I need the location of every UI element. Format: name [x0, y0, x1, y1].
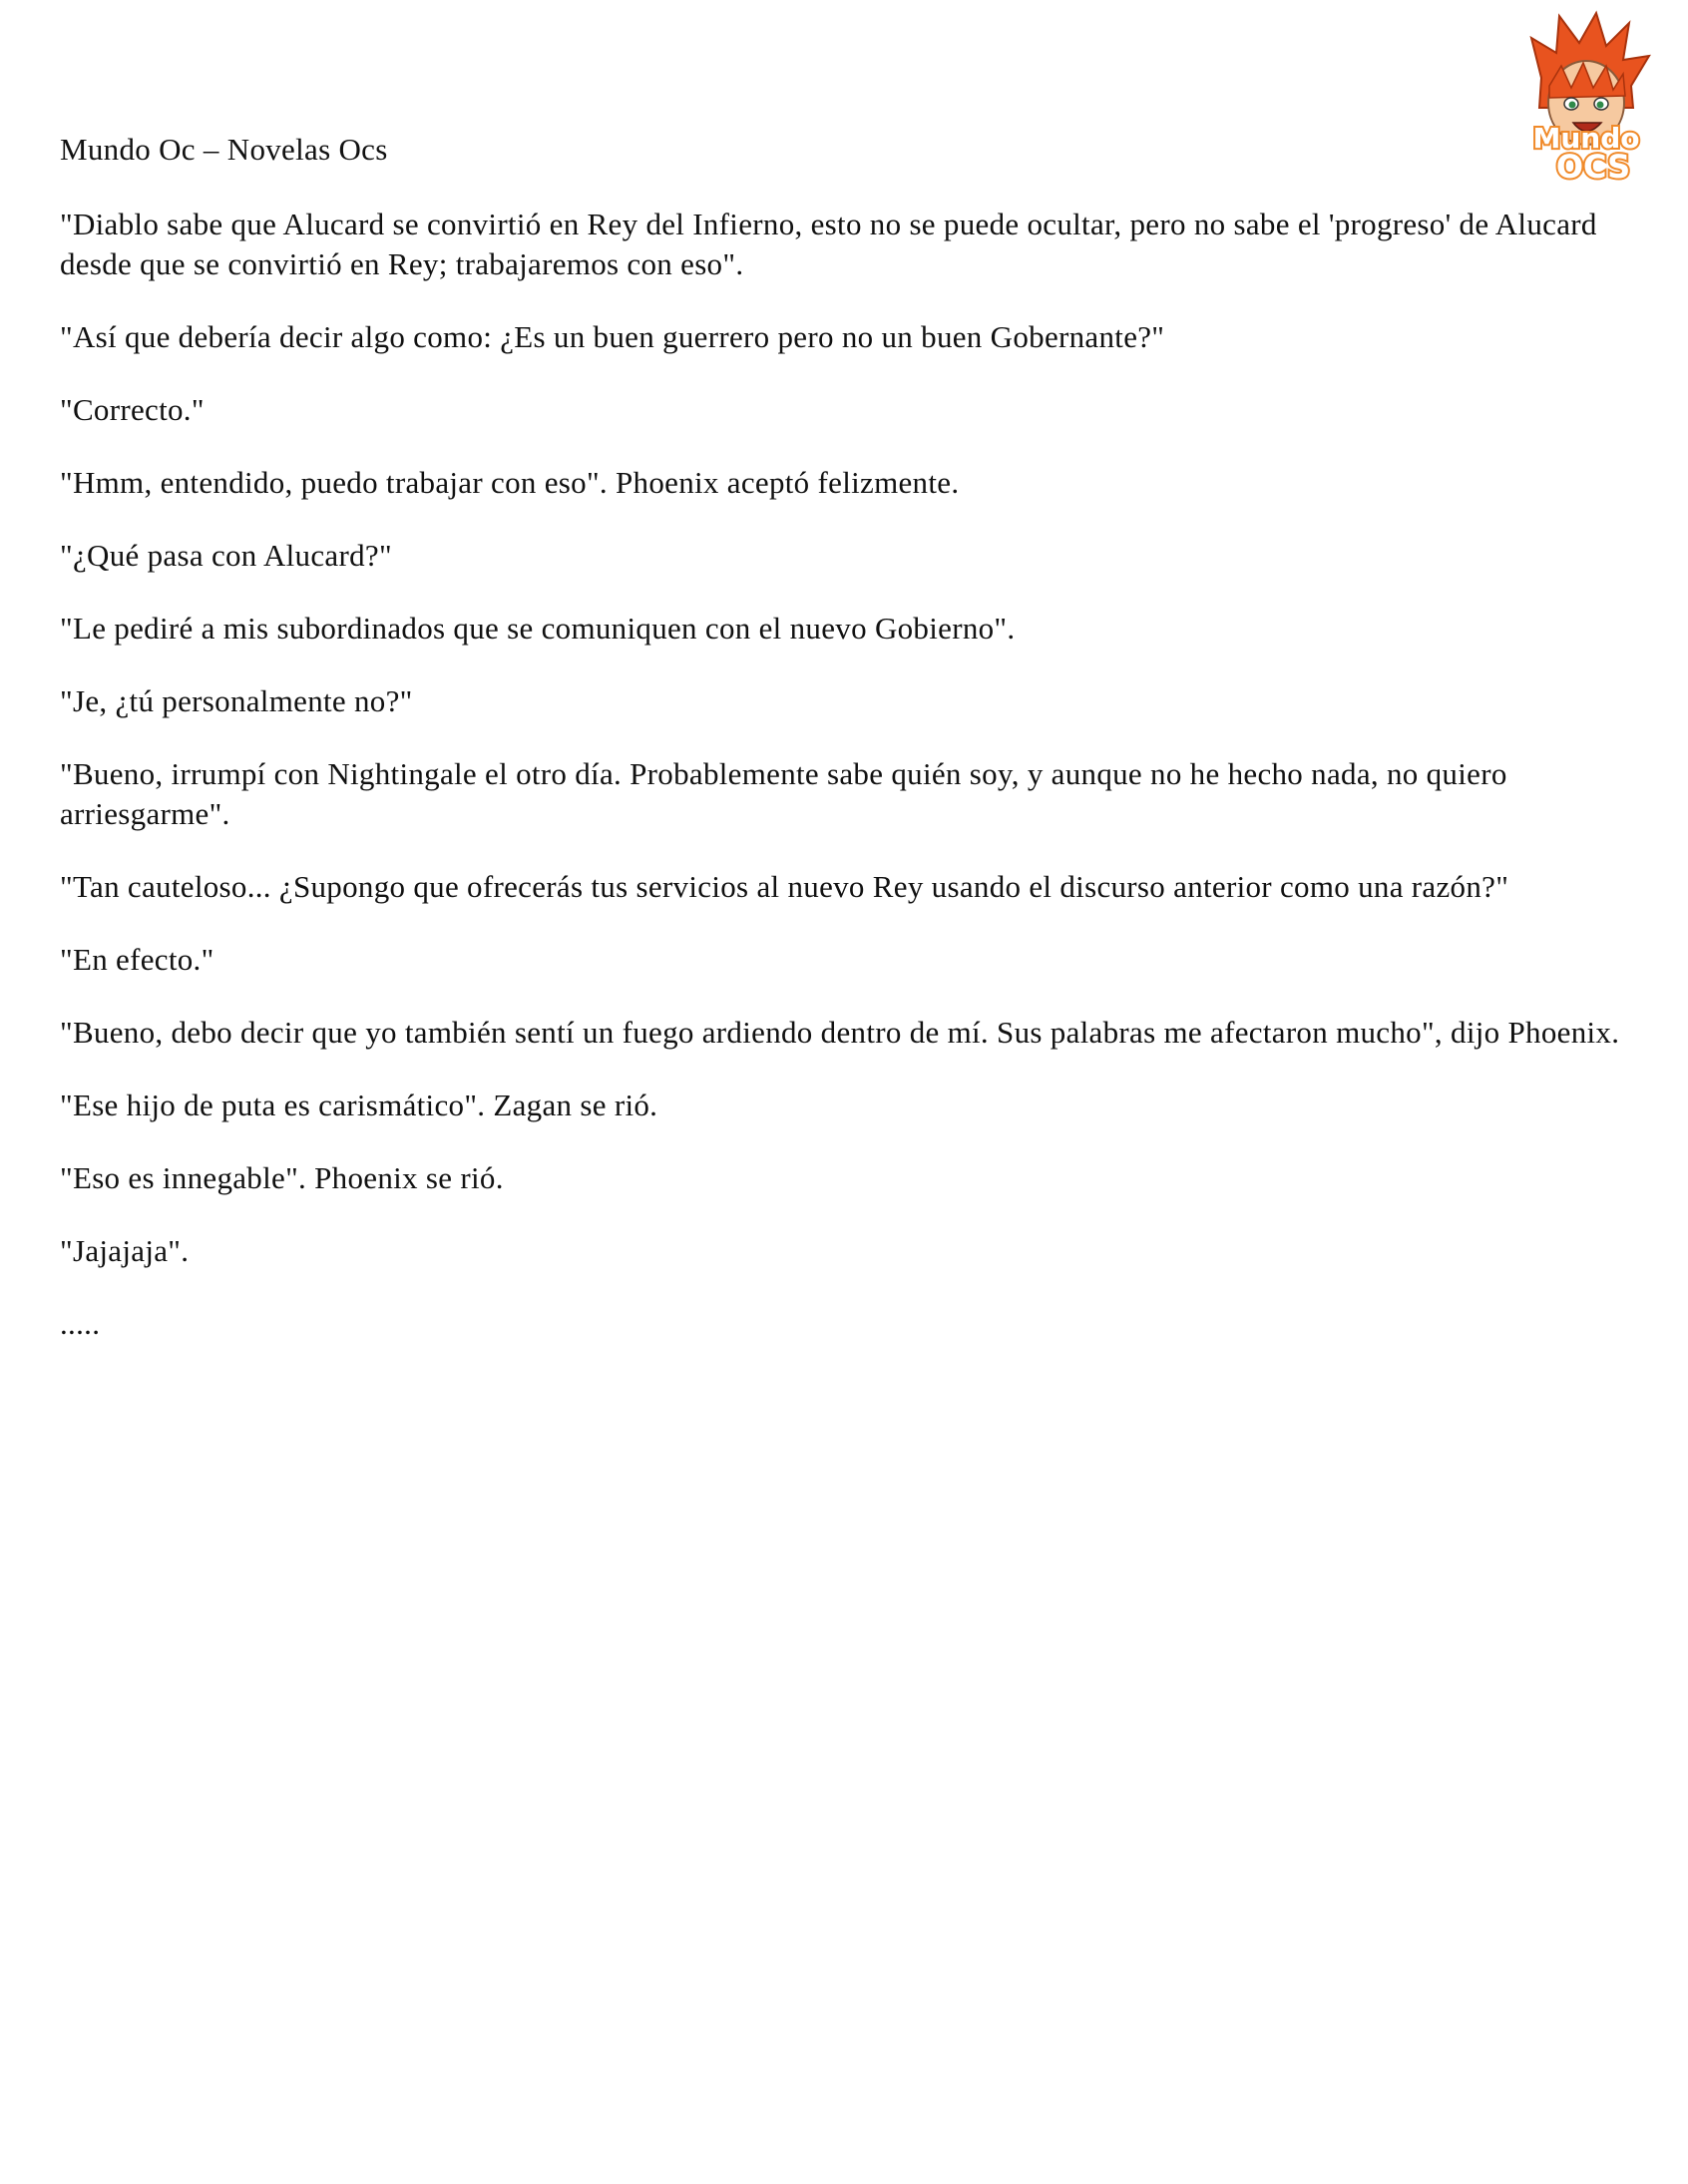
paragraph: "Ese hijo de puta es carismático". Zagan se rió. — [60, 1088, 658, 1122]
logo-text-line2: OCS — [1555, 148, 1631, 183]
page-header: Mundo Oc – Novelas Ocs — [60, 132, 388, 167]
paragraph: "Bueno, debo decir que yo también sentí un fuego ardiendo dentro de mí. Sus palabras me afectaron mucho", dijo Phoenix. — [60, 1015, 1620, 1050]
paragraph: "Bueno, irrumpí con Nightingale el otro día. Probablemente sabe quién soy, y aunque no he hecho nada, no quiero arriesgarme". — [60, 756, 1507, 831]
paragraph: "Le pediré a mis subordinados que se comuniquen con el nuevo Gobierno". — [60, 611, 1016, 646]
paragraph: "Así que debería decir algo como: ¿Es un buen guerrero pero no un buen Gobernante?" — [60, 319, 1165, 354]
document-body — [60, 205, 1631, 1377]
paragraph: "Correcto." — [60, 392, 205, 427]
paragraph: "En efecto." — [60, 942, 214, 977]
ellipsis-line: ..... — [60, 1306, 101, 1341]
paragraph: "Eso es innegable". Phoenix se rió. — [60, 1160, 504, 1195]
paragraph: "Tan cauteloso... ¿Supongo que ofrecerás tus servicios al nuevo Rey usando el discurso anterior como una razón?" — [60, 869, 1509, 904]
paragraph: "Diablo sabe que Alucard se convirtió en Rey del Infierno, esto no se puede ocultar, pero no sabe el 'progreso' de Alucard desde que se convirtió en Rey; trabajaremos con eso". — [60, 207, 1597, 281]
logo-text-line1: Mundo — [1532, 122, 1640, 155]
paragraph: "Je, ¿tú personalmente no?" — [60, 683, 413, 718]
paragraph: "¿Qué pasa con Alucard?" — [60, 538, 392, 573]
logo-graphic — [1501, 8, 1671, 183]
paragraph: "Hmm, entendido, puedo trabajar con eso". Phoenix aceptó felizmente. — [60, 465, 960, 500]
paragraph: "Jajajaja". — [60, 1233, 190, 1268]
mundo-ocs-logo — [1501, 8, 1671, 183]
